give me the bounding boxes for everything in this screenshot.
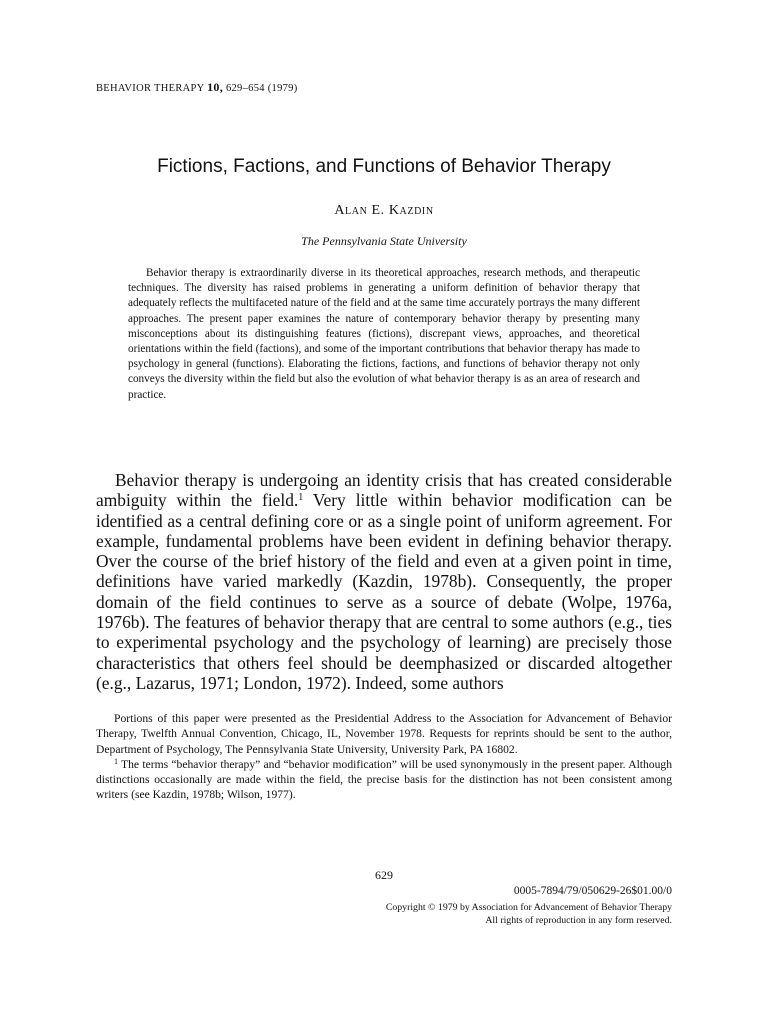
body-paragraph — [96, 470, 672, 693]
abstract — [128, 266, 640, 403]
author-affiliation: The Pennsylvania State University — [301, 234, 467, 248]
journal-name: BEHAVIOR THERAPY — [96, 83, 205, 94]
footnote-1-text: The terms “behavior therapy” and “behavior modification” will be used synonymously in the present paper. Although distinctions occasionally are made within the field, the precise basis for the distinction has not been consistent among writers (see Kazdin, 1978b; Wilson, 1977). — [96, 757, 672, 802]
copyright-line: Copyright © 1979 by Association for Advancement of Behavior Therapy — [385, 902, 672, 913]
footnote-ref: 1 — [298, 492, 304, 504]
body-text-part-1: Behavior therapy is undergoing an identity crisis that has created considerable ambiguity within the field. — [96, 470, 672, 511]
article-author: Alan E. Kazdin — [334, 203, 434, 218]
running-header — [96, 80, 298, 95]
article-title: Fictions, Factions, and Functions of Behavior Therapy — [157, 156, 611, 177]
page-number: 629 — [375, 868, 393, 882]
footnotes — [96, 711, 672, 803]
abstract-text: Behavior therapy is extraordinarily diverse in its theoretical approaches, research methods, and therapeutic techniques. The diversity has raised problems in generating a uniform definition of behavior therapy that adequately reflects the multifaceted nature of the field and at the same time accurately portrays the many different approaches. The present paper examines the nature of contemporary behavior therapy by presenting many misconceptions about its distinguishing features (fictions), discrepant views, approaches, and theoretical orientations within the field (factions), and some of the important contributions that behavior therapy has made to psychology in general (functions). Elaborating the fictions, factions, and functions of behavior therapy not only conveys the diversity within the field but also the evolution of what behavior therapy is as an area of research and practice. — [128, 267, 640, 401]
rights-line: All rights of reproduction in any form reserved. — [485, 915, 672, 926]
body-text — [96, 470, 672, 693]
journal-volume: 10, — [207, 80, 224, 94]
article-code: 0005-7894/79/050629-26$01.00/0 — [513, 885, 672, 897]
footnote-presented: Portions of this paper were presented as the Presidential Address to the Association for Advancement of Behavior Therapy, Twelfth Annual Convention, Chicago, IL, November 1978. Requests for reprints should be sent to the author, Department of Psychology, The Pennsylvania State University, University Park, PA 16802. — [96, 712, 672, 756]
footnote-1 — [96, 757, 672, 803]
journal-pages-year: 629–654 (1979) — [225, 83, 298, 94]
footnote-1-marker: 1 — [114, 756, 118, 766]
body-text-part-2: Very little within behavior modification can be identified as a central defining core or as a single point of uniform agreement. For example, fundamental problems have been evident in defining behavior therapy. Over the course of the brief history of the field and even at a given point in time, definitions have varied markedly (Kazdin, 1978b). Consequently, the proper domain of the field continues to serve as a source of debate (Wolpe, 1976a, 1976b). The features of behavior therapy that are central to some authors (e.g., ties to experimental psychology and the psychology of learning) are precisely those characteristics that others feel should be deemphasized or discarded altogether (e.g., Lazarus, 1971; London, 1972). Indeed, some authors — [96, 490, 672, 693]
